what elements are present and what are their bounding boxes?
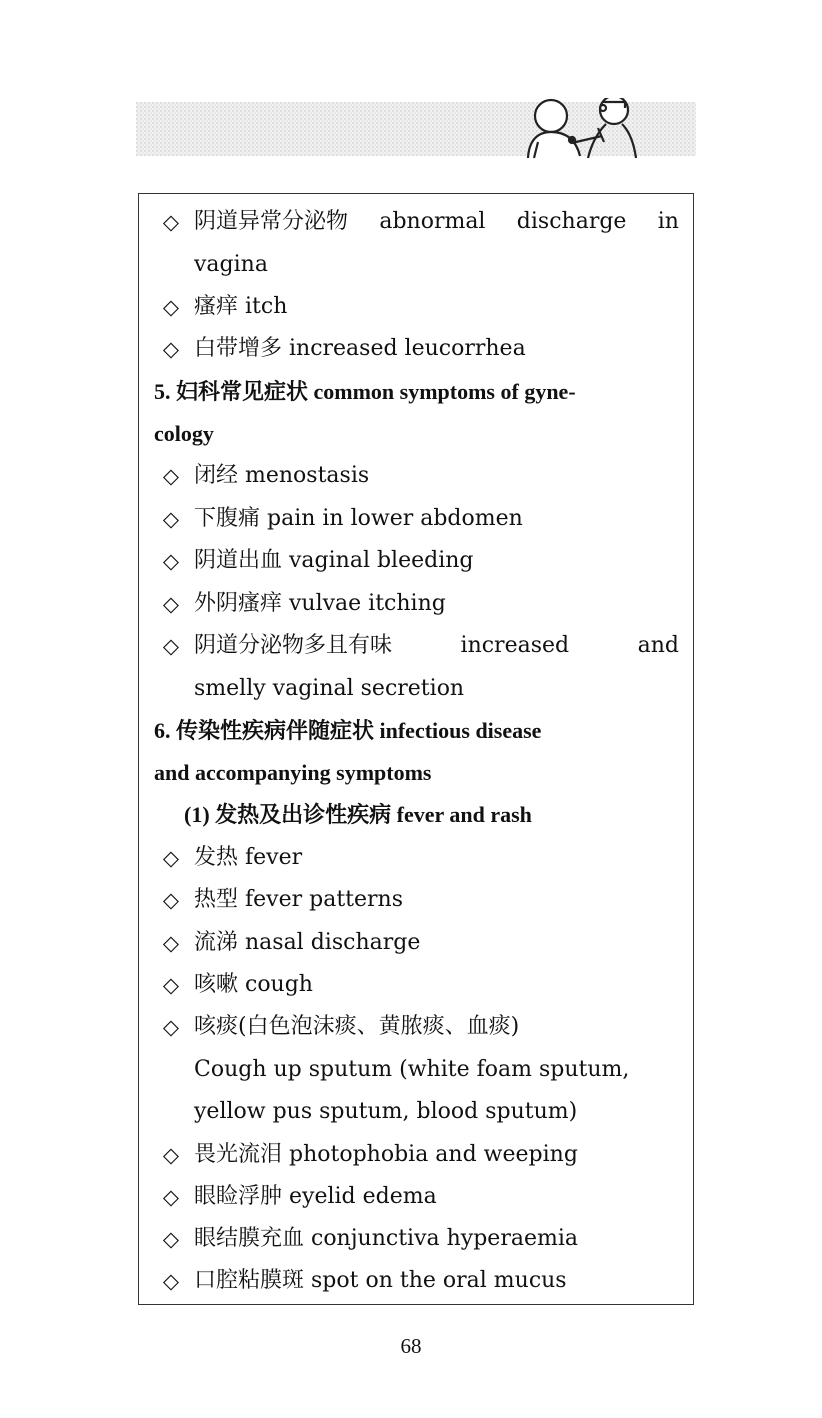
diamond-bullet-icon: ◇ [162,464,180,488]
item-continuation: vagina [194,252,268,277]
list-item [154,964,679,1006]
diamond-bullet-icon: ◇ [162,1227,180,1251]
list-item [154,625,679,667]
item-text: 闭经 menostasis [194,463,370,488]
header-banner [136,98,696,160]
list-item [154,540,679,582]
diamond-bullet-icon: ◇ [162,295,180,319]
item-continuation: smelly vaginal secretion [194,676,465,701]
item-text: 热型 fever patterns [194,887,403,912]
section-heading: 6. 传染性疾病伴随症状 infectious disease [154,718,542,743]
item-text: 阴道异常分泌物 abnormal discharge in [194,209,679,234]
content-box [138,193,694,1305]
diamond-bullet-icon: ◇ [162,210,180,234]
subsection-heading: (1) 发热及出诊性疾病 fever and rash [184,802,532,827]
list-item [154,1176,679,1218]
item-text: 发热 fever [194,845,303,870]
diamond-bullet-icon: ◇ [162,549,180,573]
diamond-bullet-icon: ◇ [162,931,180,955]
item-text: 阴道出血 vaginal bleeding [194,548,474,573]
item-text: 眼结膜充血 conjunctiva hyperaemia [194,1226,578,1251]
list-item [154,583,679,625]
list-item [154,879,679,921]
item-text: 眼睑浮肿 eyelid edema [194,1184,437,1209]
item-text: 下腹痛 pain in lower abdomen [194,506,523,531]
diamond-bullet-icon: ◇ [162,1185,180,1209]
diamond-bullet-icon: ◇ [162,846,180,870]
item-text: 畏光流泪 photophobia and weeping [194,1142,578,1167]
item-text: 阴道分泌物多且有味 increased and [194,633,679,658]
item-text: 咳嗽 cough [194,972,313,997]
section-heading: 5. 妇科常见症状 common symptoms of gyne- [154,379,576,404]
diamond-bullet-icon: ◇ [162,634,180,658]
section-heading-continuation: and accompanying symptoms [154,760,432,785]
list-item [154,1134,679,1176]
item-text: 瘙痒 itch [194,294,288,319]
list-item [154,455,679,497]
list-item [154,286,679,328]
list-item [154,837,679,879]
page-number: 68 [400,1334,422,1358]
diamond-bullet-icon: ◇ [162,507,180,531]
item-text: 口腔粘膜斑 spot on the oral mucus [194,1268,567,1293]
section-heading-continuation: cology [154,421,214,446]
item-text: 外阴瘙痒 vulvae itching [194,591,446,616]
item-continuation: Cough up sputum (white foam sputum, [194,1057,630,1082]
item-continuation: yellow pus sputum, blood sputum) [194,1099,578,1124]
list-item [154,201,679,243]
list-item [154,1260,679,1302]
list-item [154,922,679,964]
diamond-bullet-icon: ◇ [162,1143,180,1167]
diamond-bullet-icon: ◇ [162,1269,180,1293]
list-item [154,1218,679,1260]
diamond-bullet-icon: ◇ [162,337,180,361]
item-text: 咳痰(白色泡沫痰、黄脓痰、血痰) [194,1014,520,1039]
diamond-bullet-icon: ◇ [162,888,180,912]
diamond-bullet-icon: ◇ [162,1015,180,1039]
diamond-bullet-icon: ◇ [162,592,180,616]
list-item [154,498,679,540]
diamond-bullet-icon: ◇ [162,973,180,997]
item-text: 白带增多 increased leucorrhea [194,336,526,361]
item-text: 流涕 nasal discharge [194,930,421,955]
list-item [154,1006,679,1048]
list-item [154,328,679,370]
